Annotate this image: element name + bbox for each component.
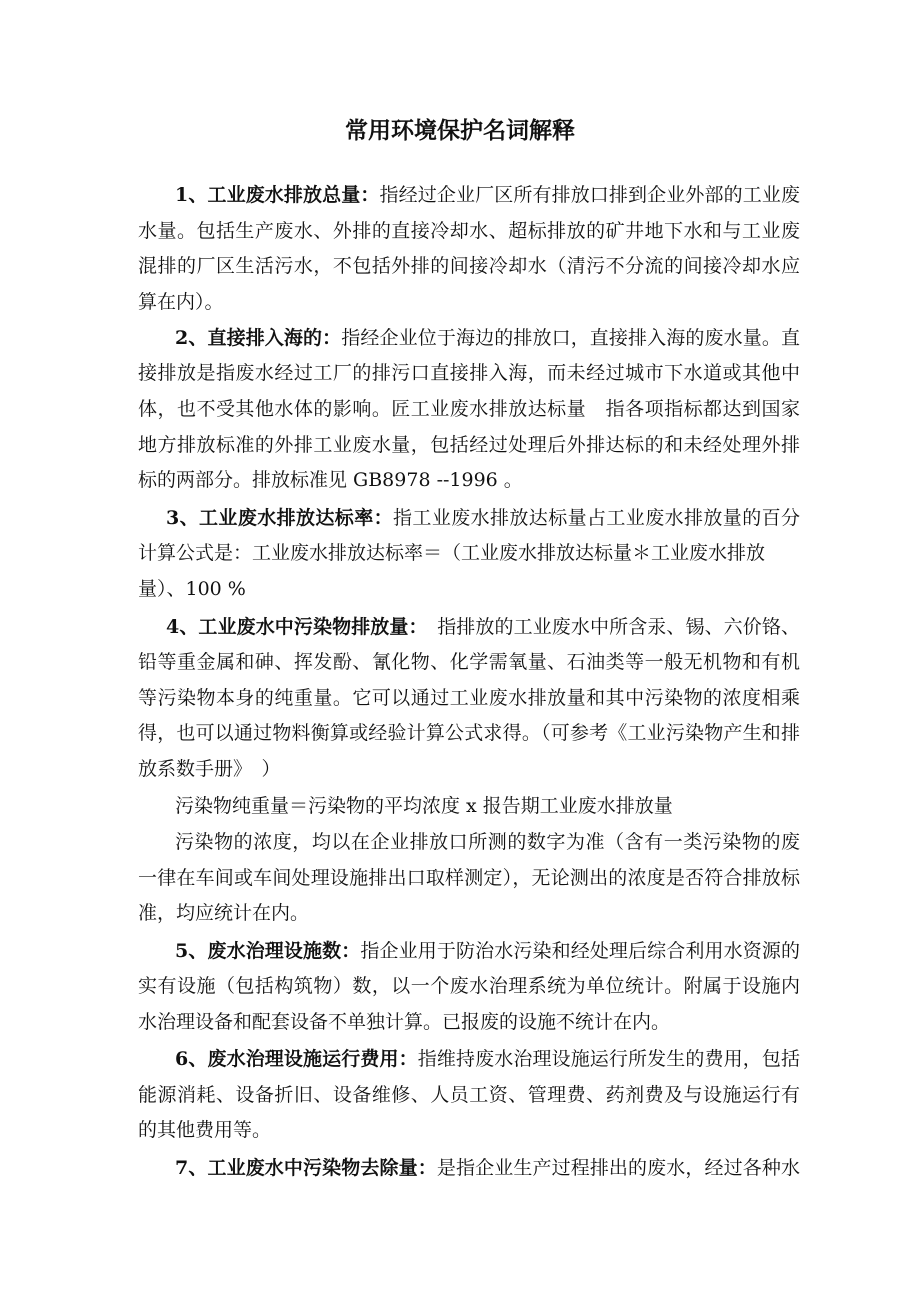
line-text: 算在内）。 [138,291,224,313]
text-line [138,576,800,602]
term-heading: 5、废水治理设施数： [175,940,361,962]
line-text: 指工业废水排放达标量占工业废水排放量的百分 [393,507,800,529]
line-text: 污染物纯重量＝污染物的平均浓度 x 报告期工业废水排放量 [175,795,673,817]
line-text: 标的两部分。排放标准见 GB8978 --1996 。 [138,469,523,491]
line-text: 一律在车间或车间处理设施排出口取样测定），无论测出的浓度是否符合排放标 [138,867,800,889]
line-text: 等污染物本身的纯重量。它可以通过工业废水排放量和其中污染物的浓度相乘 [138,687,800,709]
line-text: 是指企业生产过程排出的废水，经过各种水 [436,1157,800,1179]
text-line [138,432,800,458]
text-line [175,1155,800,1181]
text-line [138,1117,800,1143]
text-line [138,467,800,493]
line-text: 混排的厂区生活污水，不包括外排的间接冷却水（清污不分流的间接冷却水应 [138,255,800,277]
line-text: 水治理设备和配套设备不单独计算。已报废的设施不统计在内。 [138,1011,671,1033]
text-line [138,1082,800,1108]
text-line [175,325,800,351]
line-text: 接排放是指废水经过工厂的排污口直接排入海，而未经过城市下水道或其他中 [138,362,800,384]
term-heading: 4、工业废水中污染物排放量： [166,616,419,638]
text-line [138,900,800,926]
line-text: 污染物的浓度，均以在企业排放口所测的数字为准（含有一类污染物的废 [175,831,800,853]
line-text: 指企业用于防治水污染和经处理后综合利用水资源的 [360,940,800,962]
line-text: 的其他费用等。 [138,1119,272,1141]
term-heading: 3、工业废水排放达标率： [166,507,394,529]
text-line [138,360,800,386]
line-text: 指排放的工业废水中所含汞、锡、六价铬、 [418,616,800,638]
term-heading: 2、直接排入海的： [175,327,342,349]
text-line [138,540,800,566]
text-line [138,756,800,782]
text-line [138,685,800,711]
line-text: 量）、100 % [138,578,246,600]
line-text: 计算公式是：工业废水排放达标率＝（工业废水排放达标量＊工业废水排放 [138,542,766,564]
document-title: 常用环境保护名词解释 [345,117,575,144]
term-heading: 1、工业废水排放总量： [175,184,380,206]
line-text: 铅等重金属和砷、挥发酚、氰化物、化学需氧量、石油类等一般无机物和有机 [138,651,800,673]
text-line [166,614,800,640]
text-line [175,1046,800,1072]
text-line [138,649,800,675]
text-line [138,396,800,422]
text-line [175,182,800,208]
term-heading: 7、工业废水中污染物去除量： [175,1157,437,1179]
line-text: 指经企业位于海边的排放口，直接排入海的废水量。直 [341,327,800,349]
text-line [175,829,800,855]
line-text: 准，均应统计在内。 [138,902,310,924]
text-line [175,938,800,964]
line-text: 放系数手册》 ） [138,758,281,780]
line-text: 实有设施（包括构筑物）数，以一个废水治理系统为单位统计。附属于设施内 [138,975,800,997]
line-text: 体，也不受其他水体的影响。匠工业废水排放达标量 指各项指标都达到国家 [138,398,800,420]
text-line [138,218,800,244]
text-line [138,973,800,999]
line-text: 水量。包括生产废水、外排的直接冷却水、超标排放的矿井地下水和与工业废 [138,220,800,242]
line-text: 指经过企业厂区所有排放口排到企业外部的工业废 [379,184,800,206]
line-text: 得，也可以通过物料衡算或经验计算公式求得。（可参考《工业污染物产生和排 [138,722,800,744]
line-text: 指维持废水治理设施运行所发生的费用，包括 [417,1048,800,1070]
text-line [138,865,800,891]
text-line [138,289,800,315]
text-line [138,253,800,279]
line-text: 地方排放标准的外排工业废水量，包括经过处理后外排达标的和未经处理外排 [138,434,800,456]
text-line [138,1009,800,1035]
text-line [166,505,800,531]
line-text: 能源消耗、设备折旧、设备维修、人员工资、管理费、药剂费及与设施运行有 [138,1084,800,1106]
term-heading: 6、废水治理设施运行费用： [175,1048,418,1070]
text-line [175,793,800,819]
text-line [138,720,800,746]
